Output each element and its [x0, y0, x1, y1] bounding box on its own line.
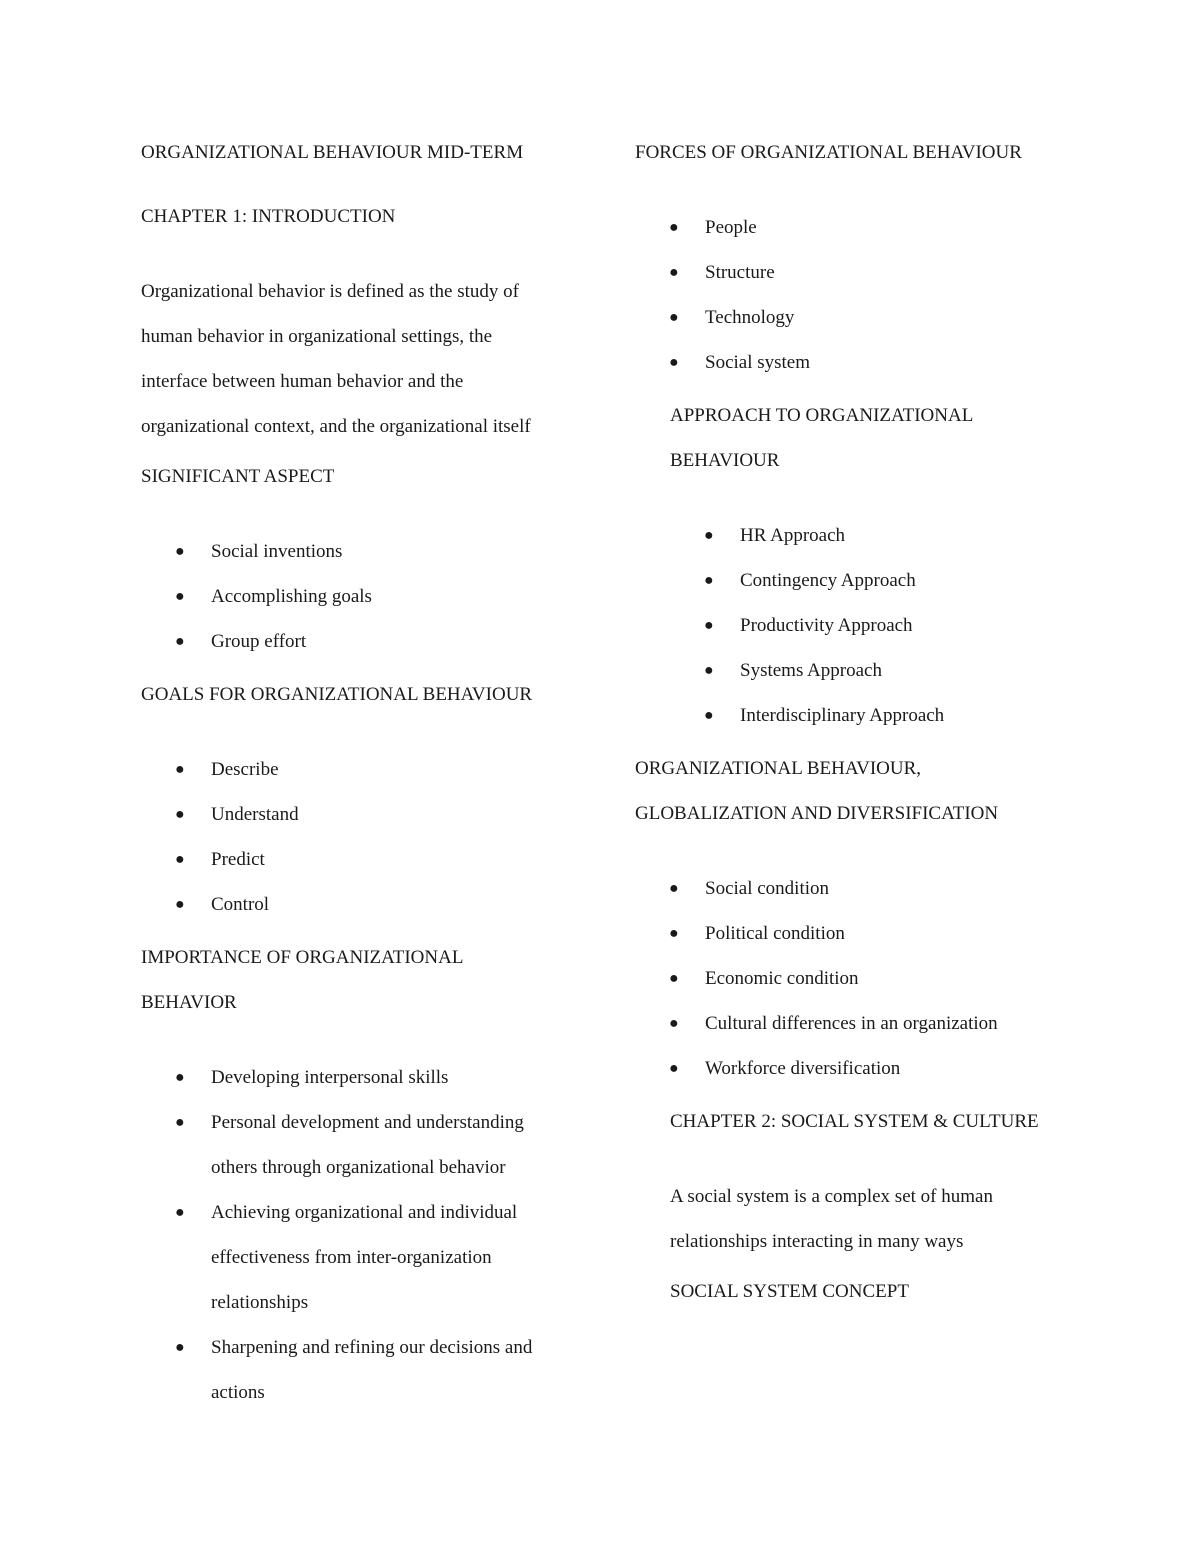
bullet-icon: ● [175, 896, 185, 913]
social-system-concept-heading: SOCIAL SYSTEM CONCEPT [670, 1281, 909, 1302]
definition-line: relationships interacting in many ways [670, 1231, 964, 1252]
list-item: ● Control [141, 882, 581, 927]
bullet-icon: ● [704, 617, 714, 634]
bullet-icon: ● [704, 527, 714, 544]
definition-line: interface between human behavior and the [141, 371, 464, 392]
bullet-icon: ● [669, 219, 679, 236]
definition-paragraph [141, 269, 581, 449]
bullet-icon: ● [175, 1204, 185, 1221]
list-item: ● People [635, 205, 1105, 250]
forces-heading: FORCES OF ORGANIZATIONAL BEHAVIOUR [635, 142, 1022, 163]
chapter-2-section [635, 1110, 1105, 1344]
bullet-icon: ● [175, 633, 185, 650]
list-item: ● Technology [635, 295, 1105, 340]
list-item: ● Developing interpersonal skills [141, 1055, 581, 1100]
bullet-icon: ● [175, 1339, 185, 1356]
bullet-icon: ● [175, 588, 185, 605]
definition-line: A social system is a complex set of human [670, 1186, 993, 1207]
list-item: ● Sharpening and refining our decisions and actions [141, 1325, 581, 1415]
list-item: ● Systems Approach [670, 648, 1105, 693]
list-item: ● Economic condition [635, 956, 1105, 1001]
list-item: ● Workforce diversification [635, 1046, 1105, 1091]
goals-heading: GOALS FOR ORGANIZATIONAL BEHAVIOUR [141, 684, 533, 705]
list-item: ● Political condition [635, 911, 1105, 956]
bullet-icon: ● [175, 1069, 185, 1086]
definition-line: organizational context, and the organizational itself [141, 416, 531, 437]
list-item: ● Describe [141, 747, 581, 792]
list-item: ● Interdisciplinary Approach [670, 693, 1105, 738]
approach-section [635, 404, 1105, 738]
forces-list [635, 205, 1105, 385]
significant-aspect-list [141, 529, 581, 664]
bullet-icon: ● [669, 309, 679, 326]
chapter-2-title: CHAPTER 2: SOCIAL SYSTEM & CULTURE [670, 1111, 1039, 1132]
bullet-icon: ● [669, 925, 679, 942]
importance-heading-line-2: BEHAVIOR [141, 992, 237, 1013]
bullet-icon: ● [704, 707, 714, 724]
bullet-icon: ● [669, 1015, 679, 1032]
bullet-icon: ● [175, 851, 185, 868]
globalization-heading-line-1: ORGANIZATIONAL BEHAVIOUR, [635, 758, 922, 779]
list-item: ● Structure [635, 250, 1105, 295]
approach-list [670, 513, 1105, 738]
list-item: ● Social inventions [141, 529, 581, 574]
document-title: ORGANIZATIONAL BEHAVIOUR MID-TERM [141, 142, 524, 163]
list-item: ● Understand [141, 792, 581, 837]
globalization-heading-line-2: GLOBALIZATION AND DIVERSIFICATION [635, 803, 999, 824]
bullet-icon: ● [669, 354, 679, 371]
list-item: ● Social condition [635, 866, 1105, 911]
chapter-1-title: CHAPTER 1: INTRODUCTION [141, 206, 396, 227]
importance-heading-line-1: IMPORTANCE OF ORGANIZATIONAL [141, 947, 464, 968]
list-item: ● Cultural differences in an organization [635, 1001, 1105, 1046]
chapter-2-definition [670, 1174, 1105, 1264]
list-item: ● HR Approach [670, 513, 1105, 558]
list-item: ● Predict [141, 837, 581, 882]
bullet-icon: ● [669, 970, 679, 987]
bullet-icon: ● [704, 572, 714, 589]
bullet-icon: ● [669, 880, 679, 897]
right-column [635, 141, 1105, 1344]
list-item: ● Achieving organizational and individual effectiveness from inter-organization relationships [141, 1190, 581, 1325]
goals-list [141, 747, 581, 927]
list-item: ● Personal development and understanding others through organizational behavior [141, 1100, 581, 1190]
definition-line: Organizational behavior is defined as the study of [141, 281, 519, 302]
list-item: ● Productivity Approach [670, 603, 1105, 648]
bullet-icon: ● [669, 264, 679, 281]
approach-heading-line-2: BEHAVIOUR [670, 450, 780, 471]
list-item: ● Social system [635, 340, 1105, 385]
list-item: ● Accomplishing goals [141, 574, 581, 619]
significant-aspect-heading: SIGNIFICANT ASPECT [141, 466, 335, 487]
bullet-icon: ● [175, 806, 185, 823]
bullet-icon: ● [175, 761, 185, 778]
bullet-icon: ● [175, 1114, 185, 1131]
left-column [141, 141, 581, 1434]
list-item: ● Contingency Approach [670, 558, 1105, 603]
importance-list [141, 1055, 581, 1415]
globalization-list [635, 866, 1105, 1091]
definition-line: human behavior in organizational settings, the [141, 326, 493, 347]
list-item: ● Group effort [141, 619, 581, 664]
bullet-icon: ● [704, 662, 714, 679]
bullet-icon: ● [669, 1060, 679, 1077]
bullet-icon: ● [175, 543, 185, 560]
approach-heading-line-1: APPROACH TO ORGANIZATIONAL [670, 405, 974, 426]
